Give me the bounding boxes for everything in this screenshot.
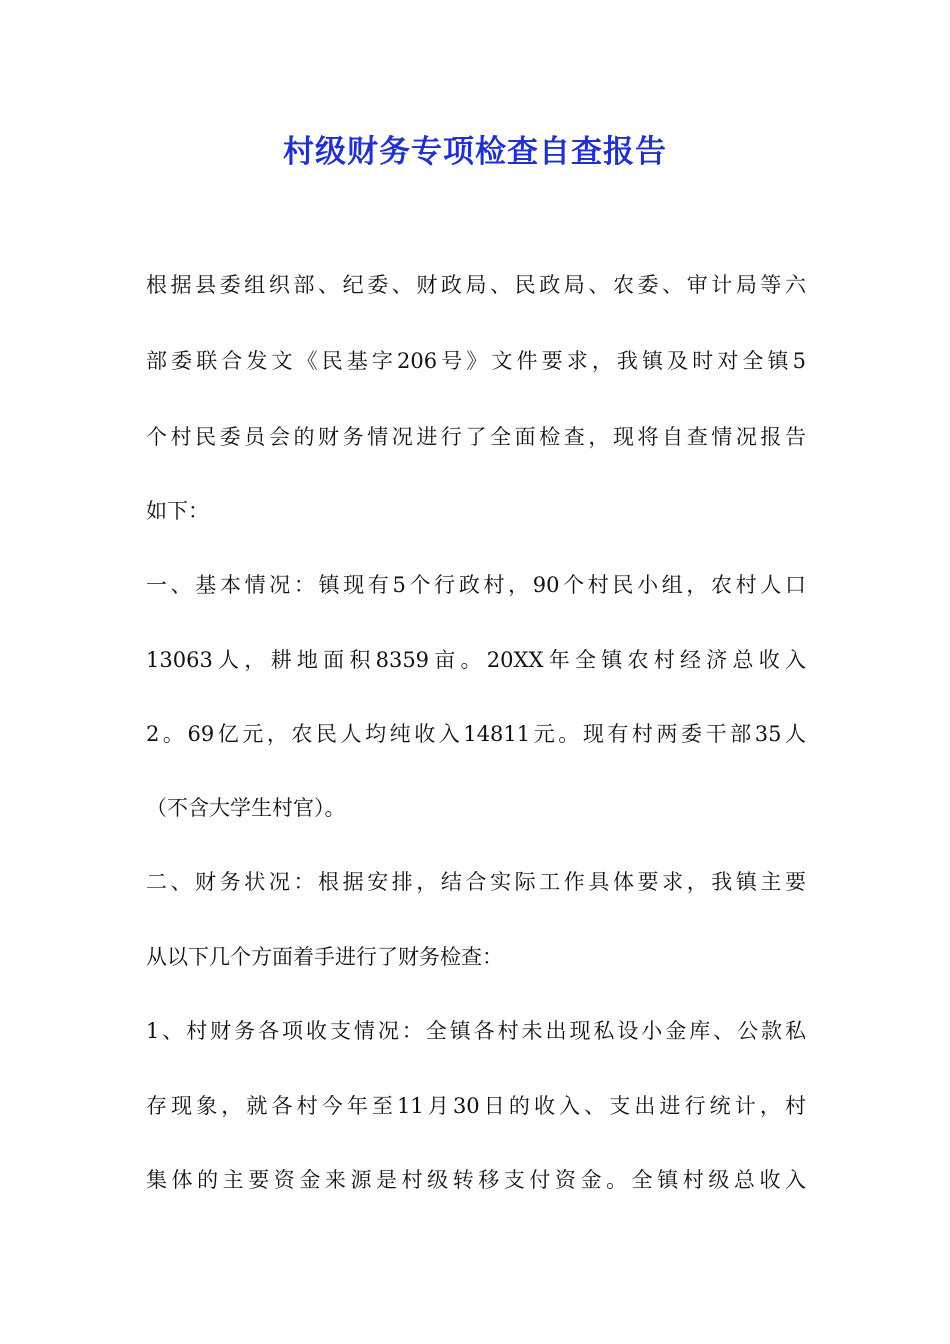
paragraph-line: 个村民委员会的财务情况进行了全面检查，现将自查情况报告	[146, 425, 806, 449]
paragraph-line: 2。69亿元，农民人均纯收入14811元。现有村两委干部35人	[146, 722, 806, 746]
paragraph-line: 一、基本情况：镇现有5个行政村，90个村民小组，农村人口	[146, 573, 806, 597]
paragraph-line: 集体的主要资金来源是村级转移支付资金。全镇村级总收入	[146, 1168, 806, 1192]
paragraph-line: （不含大学生村官）。	[146, 796, 346, 820]
paragraph-line: 13063人，耕地面积8359亩。20XX年全镇农村经济总收入	[146, 648, 806, 672]
paragraph-line: 部委联合发文《民基字206号》文件要求，我镇及时对全镇5	[146, 349, 806, 373]
paragraph-line: 存现象，就各村今年至11月30日的收入、支出进行统计，村	[146, 1094, 806, 1118]
paragraph-line: 如下：	[146, 499, 209, 523]
paragraph-line: 1、村财务各项收支情况：全镇各村未出现私设小金库、公款私	[146, 1019, 806, 1043]
paragraph-line: 从以下几个方面着手进行了财务检查：	[146, 945, 503, 969]
paragraph-line: 根据县委组织部、纪委、财政局、民政局、农委、审计局等六	[146, 273, 806, 297]
paragraph-line: 二、财务状况：根据安排，结合实际工作具体要求，我镇主要	[146, 870, 806, 894]
document-title: 村级财务专项检查自查报告	[283, 134, 667, 170]
